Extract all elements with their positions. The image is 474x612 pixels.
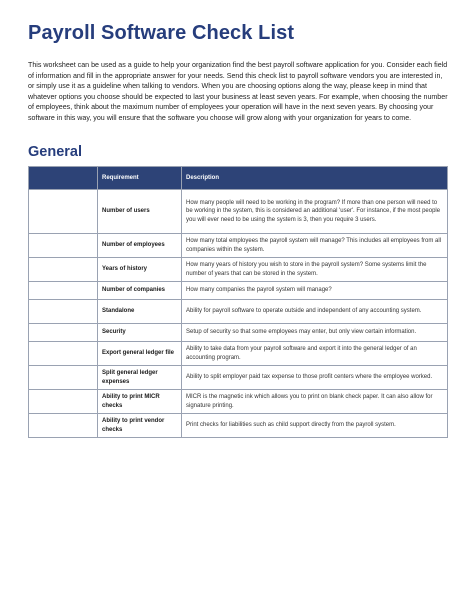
answer-cell[interactable] xyxy=(29,342,98,366)
table-row xyxy=(29,324,448,342)
description-cell: Ability to take data from your payroll software and export it into the general ledger of an accounting program. xyxy=(182,342,448,366)
table-row xyxy=(29,342,448,366)
page-title: Payroll Software Check List xyxy=(28,22,295,44)
description-cell: Ability to split employer paid tax expense to those profit centers where the employee worked. xyxy=(182,366,448,390)
requirement-cell: Number of employees xyxy=(98,234,182,258)
section-heading-general: General xyxy=(28,144,82,160)
description-cell: Setup of security so that some employees may enter, but only view certain information. xyxy=(182,324,448,342)
answer-cell[interactable] xyxy=(29,282,98,300)
requirement-cell: Number of users xyxy=(98,190,182,234)
requirement-cell: Number of companies xyxy=(98,282,182,300)
description-cell: Print checks for liabilities such as child support directly from the payroll system. xyxy=(182,414,448,438)
requirement-cell: Standalone xyxy=(98,300,182,324)
answer-cell[interactable] xyxy=(29,390,98,414)
answer-cell[interactable] xyxy=(29,414,98,438)
table-row xyxy=(29,414,448,438)
table-header-row xyxy=(29,167,448,190)
answer-cell[interactable] xyxy=(29,234,98,258)
answer-cell[interactable] xyxy=(29,324,98,342)
header-description: Description xyxy=(182,167,448,190)
header-answer-column xyxy=(29,167,98,190)
description-cell: How many total employees the payroll system will manage? This includes all employees from all companies within the system. xyxy=(182,234,448,258)
table-row xyxy=(29,390,448,414)
header-requirement: Requirement xyxy=(98,167,182,190)
requirement-cell: Years of history xyxy=(98,258,182,282)
answer-cell[interactable] xyxy=(29,366,98,390)
table-row xyxy=(29,300,448,324)
description-cell: MICR is the magnetic ink which allows you to print on blank check paper. It can also allow for signature printing. xyxy=(182,390,448,414)
table-row xyxy=(29,234,448,258)
requirement-cell: Security xyxy=(98,324,182,342)
requirement-cell: Ability to print MICR checks xyxy=(98,390,182,414)
description-cell: How many years of history you wish to store in the payroll system? Some systems limit the number of years that can be stored in the system. xyxy=(182,258,448,282)
checklist-table xyxy=(28,166,448,438)
requirement-cell: Ability to print vendor checks xyxy=(98,414,182,438)
table-row xyxy=(29,282,448,300)
table-row xyxy=(29,190,448,234)
answer-cell[interactable] xyxy=(29,300,98,324)
intro-paragraph: This worksheet can be used as a guide to help your organization find the best payroll software application for you. Consider each field of information and fill in the appropriate answer for your needs. Send this check list to payroll software vendors you are interested in, or simply use it as a guideline when talking to vendors. When you are choosing options along the way, please keep in mind that whatever options you choose should be expected to last your business at least seven years. For example, when choosing the number of employees, think about the maximum number of employees your operation will have in the next seven years. By choosing your software in this way, you will ensure that the software you choose will grow along with your organization for years to come. xyxy=(28,61,448,122)
table-row xyxy=(29,258,448,282)
requirement-cell: Split general ledger expenses xyxy=(98,366,182,390)
description-cell: How many companies the payroll system will manage? xyxy=(182,282,448,300)
requirement-cell: Export general ledger file xyxy=(98,342,182,366)
answer-cell[interactable] xyxy=(29,258,98,282)
description-cell: Ability for payroll software to operate outside and independent of any accounting system. xyxy=(182,300,448,324)
description-cell: How many people will need to be working in the program? If more than one person will need to be working in the system, this is considered an additional 'user'. For instance, if the most people you will ever need to be using the system is 3, then you require 3 users. xyxy=(182,190,448,234)
table-row xyxy=(29,366,448,390)
answer-cell[interactable] xyxy=(29,190,98,234)
